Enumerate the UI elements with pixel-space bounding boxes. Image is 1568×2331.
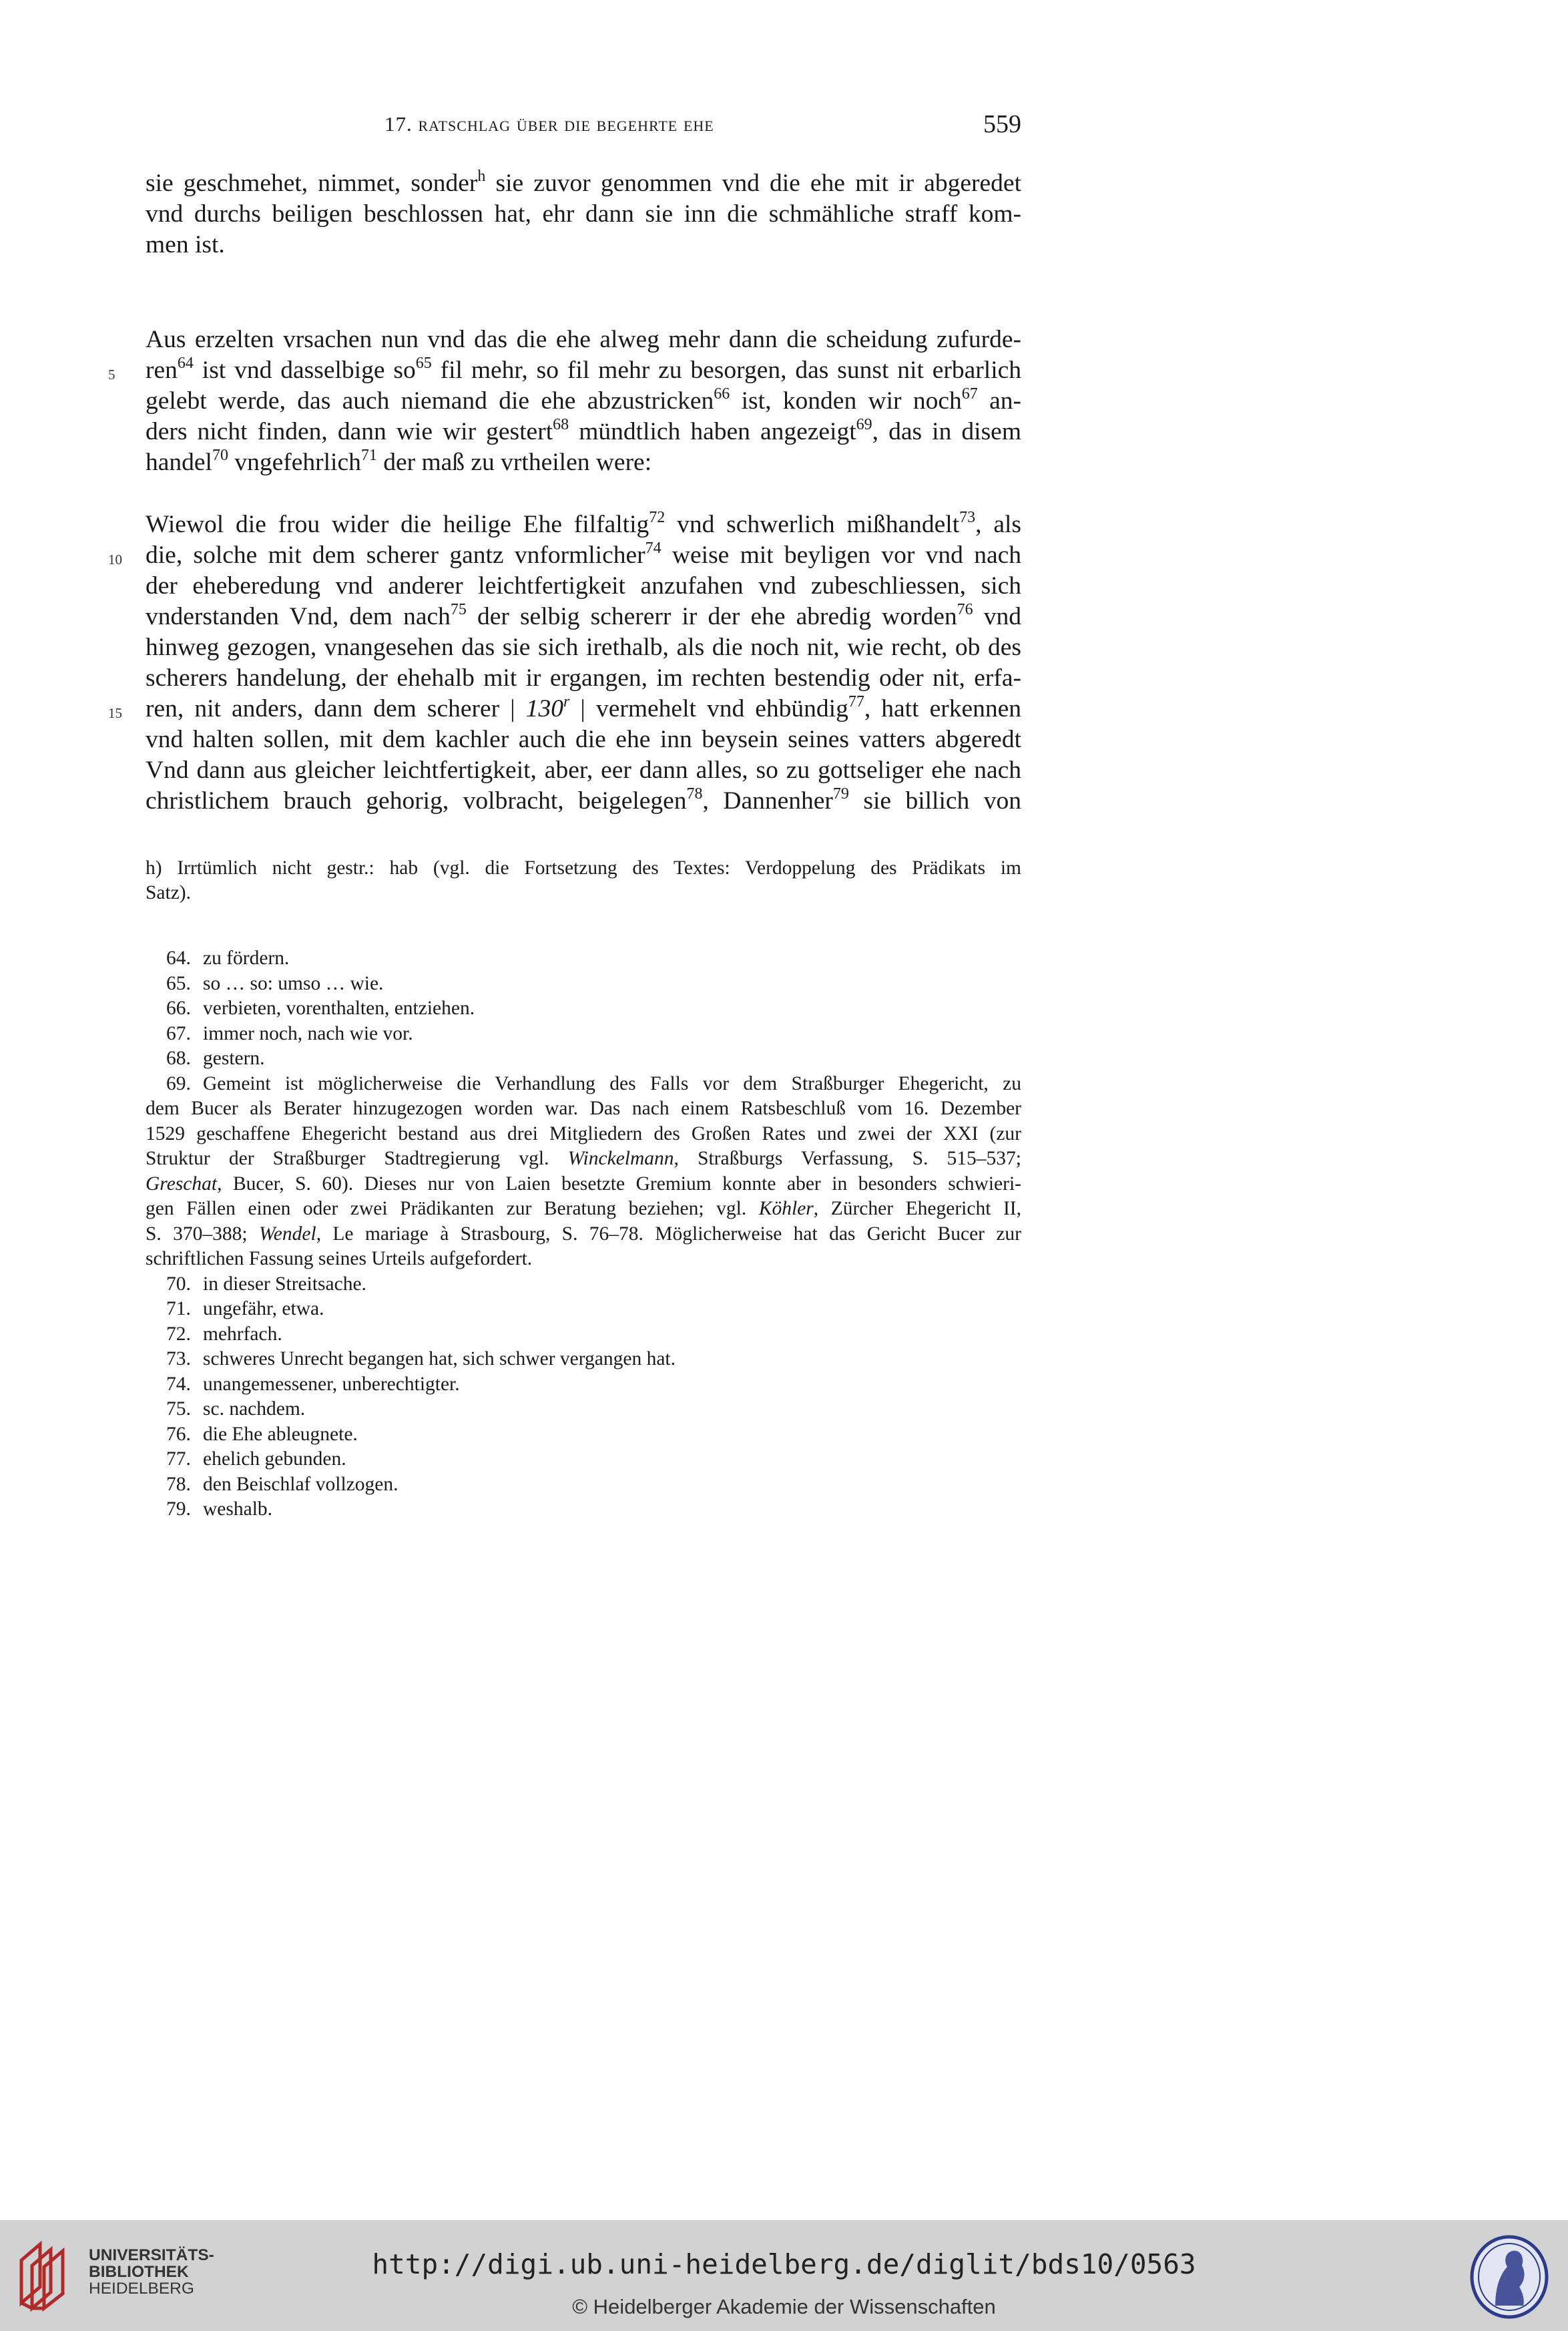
text-line: ders nicht finden, dann wie wir gestert$^{68}$ mündtlich haben angezeigt$^{69}$, das in disem: [146, 416, 1021, 445]
copyright-notice: © Heidelberger Akademie der Wissenschaften: [572, 2295, 996, 2318]
footnote-ref: 77: [848, 693, 864, 710]
line-number: 5: [108, 367, 115, 383]
footnote-ref: 67: [961, 385, 978, 403]
academy-seal-icon: [1469, 2234, 1550, 2320]
footnote-ref: 66: [714, 385, 730, 403]
text-line: 15 ren, nit anders, dann dem scherer | 130$^r$ | vermehelt vnd ehbündig$^{77}$, hatt erkennen: [146, 694, 1021, 724]
footnote-continuation: dem Bucer als Berater hinzugezogen worden war. Das nach einem Ratsbeschluß vom 16. Dezember: [146, 1098, 1021, 1119]
footnote-ref: 73: [959, 509, 976, 526]
text-line: scherers handelung, der ehehalb mit ir ergangen, im rechten bestendig oder nit, erfa-: [146, 664, 1021, 692]
library-name: UNIVERSITÄTS- BIBLIOTHEK HEIDELBERG: [89, 2246, 214, 2298]
footnote-ref: 74: [645, 540, 662, 557]
footnote: 66. verbieten, vorenthalten, entziehen.: [166, 998, 475, 1019]
text-line: Vnd dann aus gleicher leichtfertigkeit, aber, eer dann alles, so zu gottseliger ehe nach: [146, 757, 1021, 784]
footnote: 72. mehrfach.: [166, 1323, 282, 1345]
footnote: 77. ehelich gebunden.: [166, 1448, 346, 1470]
page-number: 559: [983, 110, 1021, 138]
paragraph-1: [108, 325, 1022, 478]
footnote: 70. in dieser Streitsache.: [166, 1273, 366, 1295]
footnote-continuation: 1529 geschaffene Ehegericht bestand aus drei Mitgliedern des Großen Rates und zwei der XXI (zur: [146, 1122, 1021, 1144]
apparatus-note: [146, 856, 1021, 905]
running-title: 17. ratschlag über die begehrte ehe: [384, 112, 714, 136]
text-line: hinweg gezogen, vnangesehen das sie sich irethalb, als die noch nit, wie recht, ob des: [146, 634, 1021, 661]
footnote: 64. zu fördern.: [166, 947, 290, 969]
text-line: vnd durchs beiligen beschlossen hat, ehr dann sie inn die schmähliche straff kom-: [146, 200, 1021, 228]
permalink-url[interactable]: http://digi.ub.uni-heidelberg.de/diglit/bds10/0563: [372, 2248, 1196, 2280]
text-line: der eheberedung vnd anderer leichtfertigkeit anzufahen vnd zubeschliessen, sich: [146, 572, 1021, 600]
footnote: 67. immer noch, nach wie vor.: [166, 1022, 413, 1044]
text-line: sie geschmehet, nimmet, sonder$^h$ sie zuvor genommen vnd die ehe mit ir abgeredet: [146, 168, 1021, 197]
footnote-ref: 71: [360, 447, 377, 464]
footnote-ref: 72: [649, 509, 666, 526]
apparatus-line: h) Irrtümlich nicht gestr.: hab (vgl. die Fortsetzung des Textes: Verdoppelung des Prädikats im: [146, 857, 1021, 879]
text-line: gelebt werde, das auch niemand die ehe abzustricken$^{66}$ ist, konden wir noch$^{67}$ an-: [146, 385, 1021, 415]
text-line: handel$^{70}$ vngefehrlich$^{71}$ der maß zu vrtheilen were:: [146, 447, 652, 476]
paragraph-2: [108, 509, 1022, 817]
text-line: men ist.: [146, 231, 225, 258]
footnote-continuation: Greschat, Bucer, S. 60). Dieses nur von Laien besetzte Gremium konnte aber in besonders schwieri-: [146, 1173, 1021, 1195]
body-text-top: [146, 168, 1021, 260]
line-number: 15: [108, 705, 122, 721]
footnote-ref: 70: [212, 447, 228, 464]
apparatus-line: Satz).: [146, 882, 191, 903]
footnote: 75. sc. nachdem.: [166, 1398, 306, 1420]
footnote-ref: 68: [553, 416, 569, 433]
footnote-ref: 79: [832, 785, 849, 803]
footnote: 65. so … so: umso … wie.: [166, 972, 384, 994]
running-header: [146, 112, 1021, 146]
folio-marker: 130$^r$: [525, 693, 570, 722]
footnote: 73. schweres Unrecht begangen hat, sich schwer vergangen hat.: [166, 1348, 676, 1369]
text-line: vnd halten sollen, mit dem kachler auch die ehe inn beysein seines vatters abgeredt: [146, 726, 1021, 753]
footnote-ref: 64: [177, 355, 194, 372]
footnote-continuation: S. 370–388; Wendel, Le mariage à Strasbourg, S. 76–78. Möglicherweise hat das Gericht Bucer zur: [146, 1223, 1022, 1245]
text-line: 5 ren$^{64}$ ist vnd dasselbige $so^{65}$ fil mehr, so fil mehr zu besorgen, das sunst nit erbarlich: [146, 355, 1021, 386]
apparatus-ref: h: [477, 168, 486, 185]
footnote-continuation: gen Fällen einen oder zwei Prädikanten zur Beratung beziehen; vgl. Köhler, Zürcher Ehegericht II,: [146, 1198, 1021, 1219]
footnote: 69. Gemeint ist möglicherweise die Verhandlung des Falls vor dem Straßburger Ehegericht, zu: [166, 1072, 1021, 1094]
text-line: Aus erzelten vrsachen nun vnd das die ehe alweg mehr dann die scheidung zufurde-: [146, 326, 1021, 353]
footnote-ref: 69: [856, 416, 872, 433]
footnotes: [146, 946, 1021, 1522]
text-line: Wiewol die frou wider die heilige Ehe filfaltig$^{72}$ vnd schwerlich mißhandelt$^{73}$, als: [146, 509, 1021, 538]
footnote: 68. gestern.: [166, 1048, 265, 1069]
text-line: christlichem brauch gehorig, volbracht, beigelegen$^{78}$, Dannenher$^{79}$ sie billich von: [146, 785, 1021, 815]
footnote-ref: 75: [450, 601, 467, 618]
footnote-continuation: Struktur der Straßburger Stadtregierung vgl. Winckelmann, Straßburgs Verfassung, S. 515–537;: [146, 1148, 1021, 1169]
footnote-ref: 78: [686, 785, 703, 803]
text-line: vnderstanden Vnd, dem nach$^{75}$ der selbig schererr ir der ehe abredig worden$^{76}$ vnd: [146, 601, 1021, 630]
footnote: 76. die Ehe ableugnete.: [166, 1423, 358, 1445]
text-line: 10 die, solche mit dem scherer gantz vnformlicher$^{74}$ weise mit beyligen vor vnd nach: [146, 540, 1021, 571]
footnote-continuation: schriftlichen Fassung seines Urteils aufgefordert.: [146, 1248, 533, 1269]
footnote: 78. den Beischlaf vollzogen.: [166, 1473, 399, 1495]
line-number: 10: [108, 552, 122, 568]
footnote: 71. ungefähr, etwa.: [166, 1298, 324, 1319]
footer-bar: [0, 2220, 1568, 2331]
footnote: 79. weshalb.: [166, 1498, 273, 1520]
footnote-ref: 76: [957, 601, 973, 618]
footnote: 74. unangemessener, unberechtigter.: [166, 1373, 460, 1395]
footnote-ref: 65: [415, 355, 432, 372]
